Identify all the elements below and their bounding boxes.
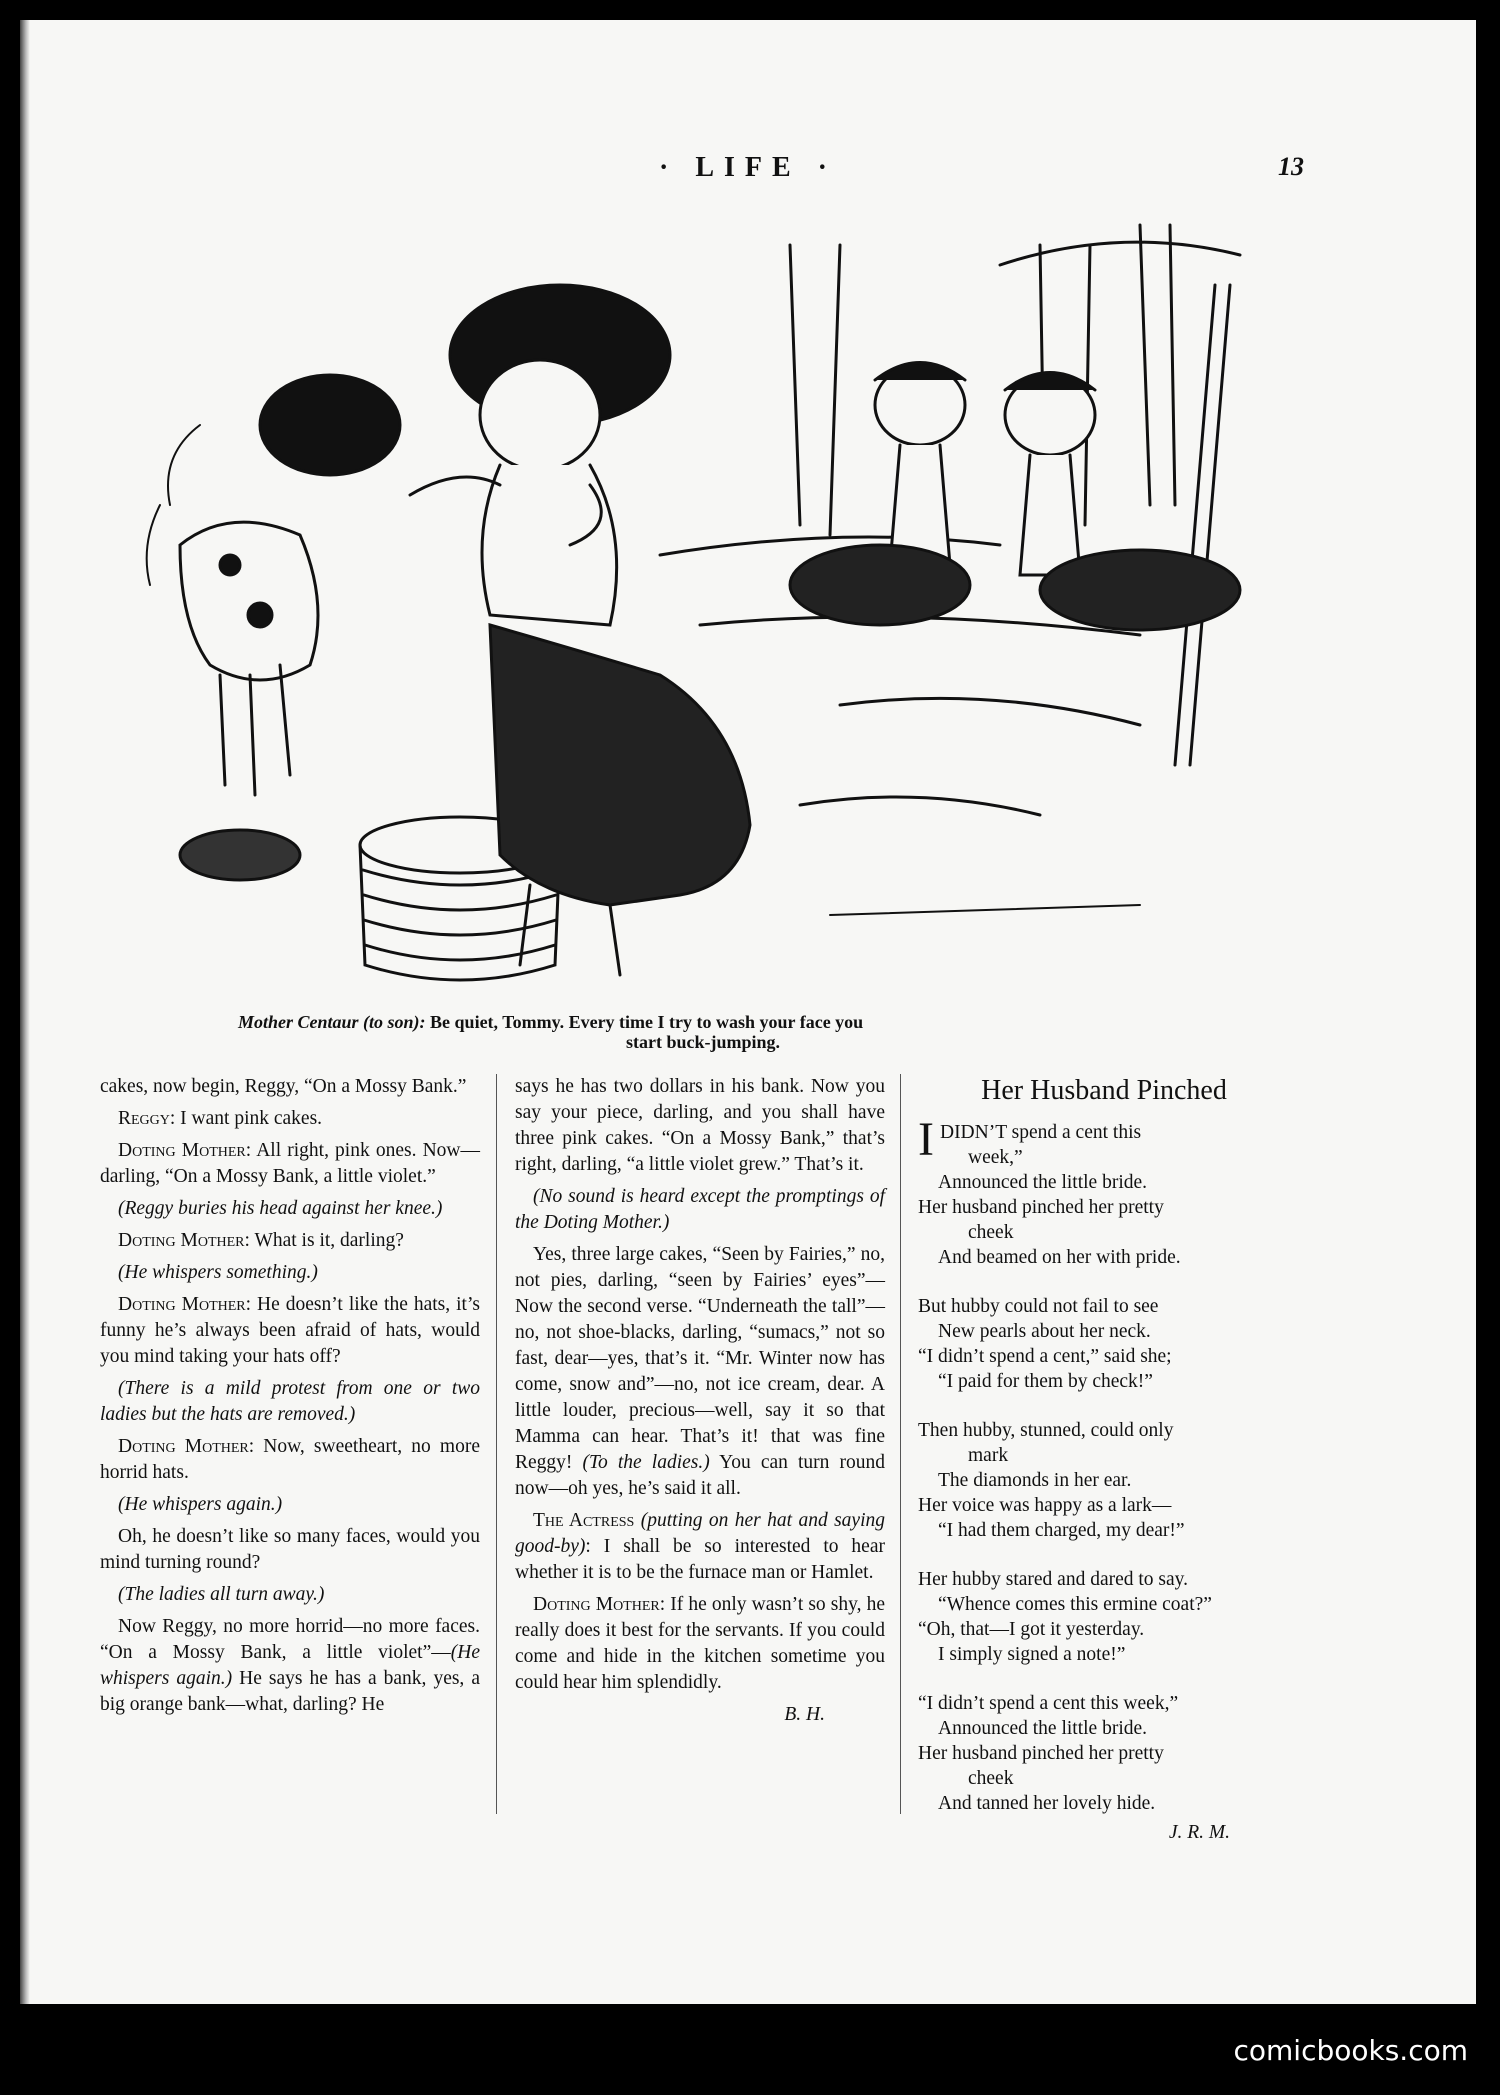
masthead: · LIFE ·: [658, 152, 838, 183]
paragraph: Oh, he doesn’t like so many faces, would you mind turning round?: [100, 1526, 480, 1573]
paragraph: The Actress (putting on her hat and saying good-by): I shall be so interested to hear whether it is to be the furnace man or Hamlet.: [515, 1510, 885, 1583]
page-fold-shadow: [20, 20, 30, 2004]
column-rule: [900, 1074, 901, 1814]
text-column-2: [515, 1074, 885, 1728]
speaker-name: Reggy: [118, 1108, 170, 1129]
speaker-name: Doting Mother: [118, 1436, 249, 1457]
speaker-name: Doting Mother: [118, 1230, 245, 1251]
paragraph: Doting Mother: He doesn’t like the hats, it’s funny he’s always been afraid of hats, would you mind taking your hats off?: [100, 1294, 480, 1367]
author-signature: B. H.: [784, 1704, 825, 1725]
paragraph: Doting Mother: What is it, darling?: [118, 1230, 404, 1251]
poem-stanza: IDIDN’T spend a cent this week,” Announced the little bride. Her husband pinched her pretty cheek And beamed on her with pride.: [918, 1113, 1181, 1268]
page-number: 13: [1278, 152, 1304, 181]
paragraph: cakes, now begin, Reggy, “On a Mossy Bank.”: [100, 1076, 467, 1097]
poem-column: [918, 1074, 1290, 1846]
column-rule: [496, 1074, 497, 1814]
caption-speaker: Mother Centaur (to son):: [238, 1012, 426, 1032]
stage-direction: (He whispers again.): [118, 1494, 283, 1515]
caption-line-1: Be quiet, Tommy. Every time I try to wash your face you: [430, 1012, 864, 1032]
paragraph: Doting Mother: If he only wasn’t so shy, he really does it best for the servants. If you could come and hide in the kitchen sometime you could hear him splendidly.: [515, 1594, 885, 1693]
poem-stanza: But hubby could not fail to see New pearls about her neck. “I didn’t spend a cent,” said she; “I paid for them by check!”: [918, 1296, 1172, 1392]
stage-direction: (No sound is heard except the promptings of the Doting Mother.): [515, 1186, 885, 1233]
text-column-1: [100, 1074, 480, 1724]
watermark: comicbooks.com: [1233, 2034, 1468, 2067]
paragraph: Reggy: I want pink cakes.: [118, 1108, 323, 1129]
paragraph: Yes, three large cakes, “Seen by Fairies,” no, not pies, darling, “seen by Fairies’ eyes”—Now the second verse. “Underneath the tall”—no, not shoe-blacks, darling, “sumacs,” not so fast, dear—yes, that’s it. “Mr. Winter now has come, snow and”—no, not ice cream, dear. A little louder, precious—well, say it so that Mamma can hear. That’s it! that was fine Reggy! (To the ladies.) You can turn round now—oh yes, he’s said it all.: [515, 1244, 886, 1499]
centaur-cartoon-illustration: [140, 205, 1320, 995]
paragraph: Now Reggy, no more horrid—no more faces. “On a Mossy Bank, a little violet”—(He whispers again.) He says he has a bank, yes, a big orange bank—what, darling? He: [100, 1616, 480, 1715]
stage-direction: (The ladies all turn away.): [118, 1584, 325, 1605]
caption-line-2: start buck-jumping.: [625, 1032, 781, 1052]
stage-direction: (There is a mild protest from one or two ladies but the hats are removed.): [100, 1378, 480, 1425]
speaker-name: Doting Mother: [118, 1140, 246, 1161]
speaker-name: The Actress: [533, 1510, 635, 1531]
stage-direction: (He whispers something.): [118, 1262, 318, 1283]
illustration-caption: [238, 1012, 1238, 1052]
stage-direction: (Reggy buries his head against her knee.): [118, 1198, 443, 1219]
poem-stanza: Her hubby stared and dared to say. “Whence comes this ermine coat?” “Oh, that—I got it yesterday. I simply signed a note!”: [918, 1569, 1212, 1665]
poem-title: Her Husband Pinched: [981, 1075, 1227, 1106]
author-signature: J. R. M.: [1168, 1822, 1230, 1843]
paragraph: Doting Mother: All right, pink ones. Now—darling, “On a Mossy Bank, a little violet.”: [100, 1140, 480, 1187]
magazine-page: [20, 20, 1476, 2004]
poem-stanza: “I didn’t spend a cent this week,” Announced the little bride. Her husband pinched her pretty cheek And tanned her lovely hide.: [918, 1693, 1179, 1814]
poem-stanza: Then hubby, stunned, could only mark The diamonds in her ear. Her voice was happy as a lark— “I had them charged, my dear!”: [918, 1420, 1185, 1541]
page-header: [20, 152, 1476, 192]
speaker-name: Doting Mother: [533, 1594, 660, 1615]
paragraph: says he has two dollars in his bank. Now you say your piece, darling, and you shall have three pink cakes. “On a Mossy Bank,” that’s right, darling, “a little violet grew.” That’s it.: [515, 1076, 885, 1175]
paragraph: Doting Mother: Now, sweetheart, no more horrid hats.: [100, 1436, 480, 1483]
speaker-name: Doting Mother: [118, 1294, 246, 1315]
drop-cap: I: [918, 1113, 934, 1166]
